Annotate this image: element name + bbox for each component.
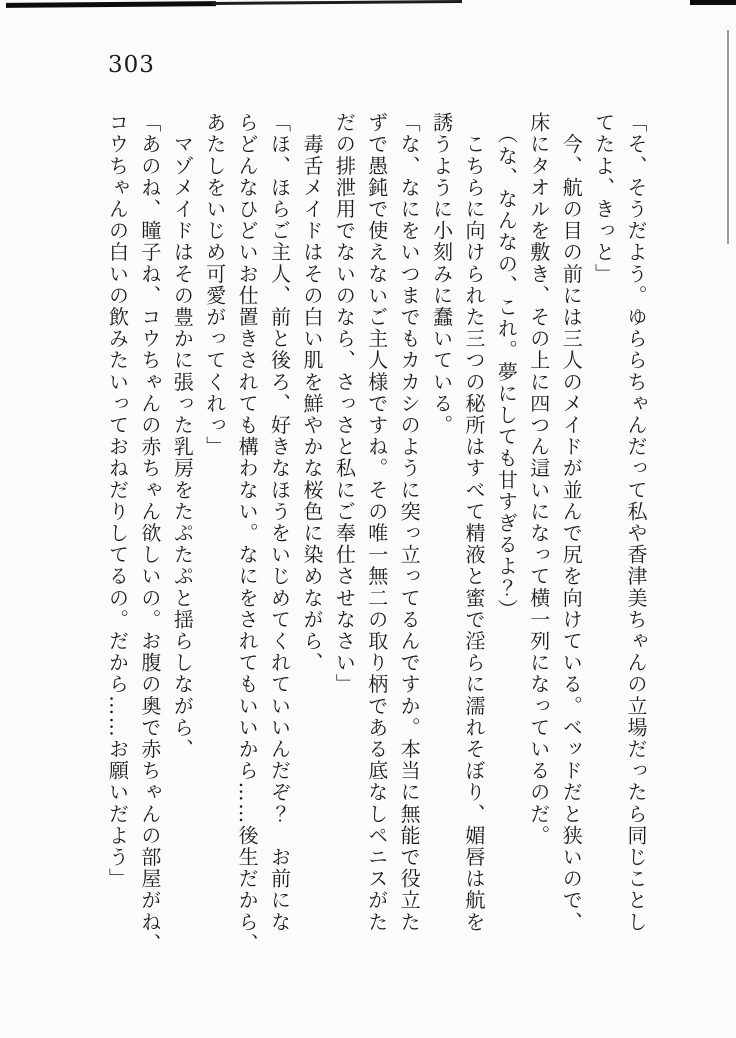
text-column: 今、航の目の前には三人のメイドが並んで尻を向けている。ベッドだと狭いので、 [559, 112, 584, 933]
scan-artifact-top-left [6, 1, 216, 8]
text-column: てたよ、きっと」 [591, 112, 616, 285]
text-column: 床にタオルを敷き、その上に四つん這いになって横一列になっているのだ。 [526, 112, 551, 847]
text-column: 「ほ、ほらご主人、前と後ろ、好きなほうをいじめてくれていいんだぞ？ お前にな [267, 112, 292, 933]
scan-artifact-right-edge [727, 30, 729, 244]
text-column: 「あのね、瞳子ね、コウちゃんの赤ちゃん欲しいの。お腹の奥で赤ちゃんの部屋がね、 [137, 112, 162, 955]
text-column: 「な、なにをいつまでもカカシのように突っ立ってるんですか。本当に無能で役立た [397, 112, 422, 933]
text-column: らどんなひどいお仕置きされても構わない。なにをされてもいいから……後生だから、 [235, 112, 260, 955]
page-number: 303 [108, 52, 155, 78]
text-body [101, 112, 652, 974]
text-column: 毒舌メイドはその白い肌を鮮やかな桜色に染めながら、 [299, 112, 324, 674]
text-column: あたしをいじめ可愛がってくれっ」 [202, 112, 227, 458]
scan-artifact-top-right [690, 0, 736, 5]
text-column: 誘うように小刻みに蠢いている。 [429, 112, 454, 436]
text-column: こちらに向けられた三つの秘所はすべて精液と蜜で淫らに濡れそぼり、媚唇は航を [461, 112, 486, 933]
text-column: 「そ、そうだよう。ゆららちゃんだって私や香津美ちゃんの立場だったら同じことし [624, 112, 648, 933]
text-column: コウちゃんの白いの飲みたいっておねだりしてるの。だから……お願いだよう」 [105, 112, 130, 890]
scan-artifact-top-middle [212, 0, 462, 5]
text-column: （な、なんなの、これ。夢にしても甘すぎるよ？） [494, 112, 519, 621]
text-column: ずで愚鈍で使えないご主人様ですね。その唯一無二の取り柄である底なしペニスがた [364, 112, 389, 933]
text-column: マゾメイドはその豊かに張った乳房をたぷたぷと揺らしながら、 [170, 112, 195, 760]
text-column: だの排泄用でないのなら、さっさと私にご奉仕させなさい」 [332, 112, 357, 696]
